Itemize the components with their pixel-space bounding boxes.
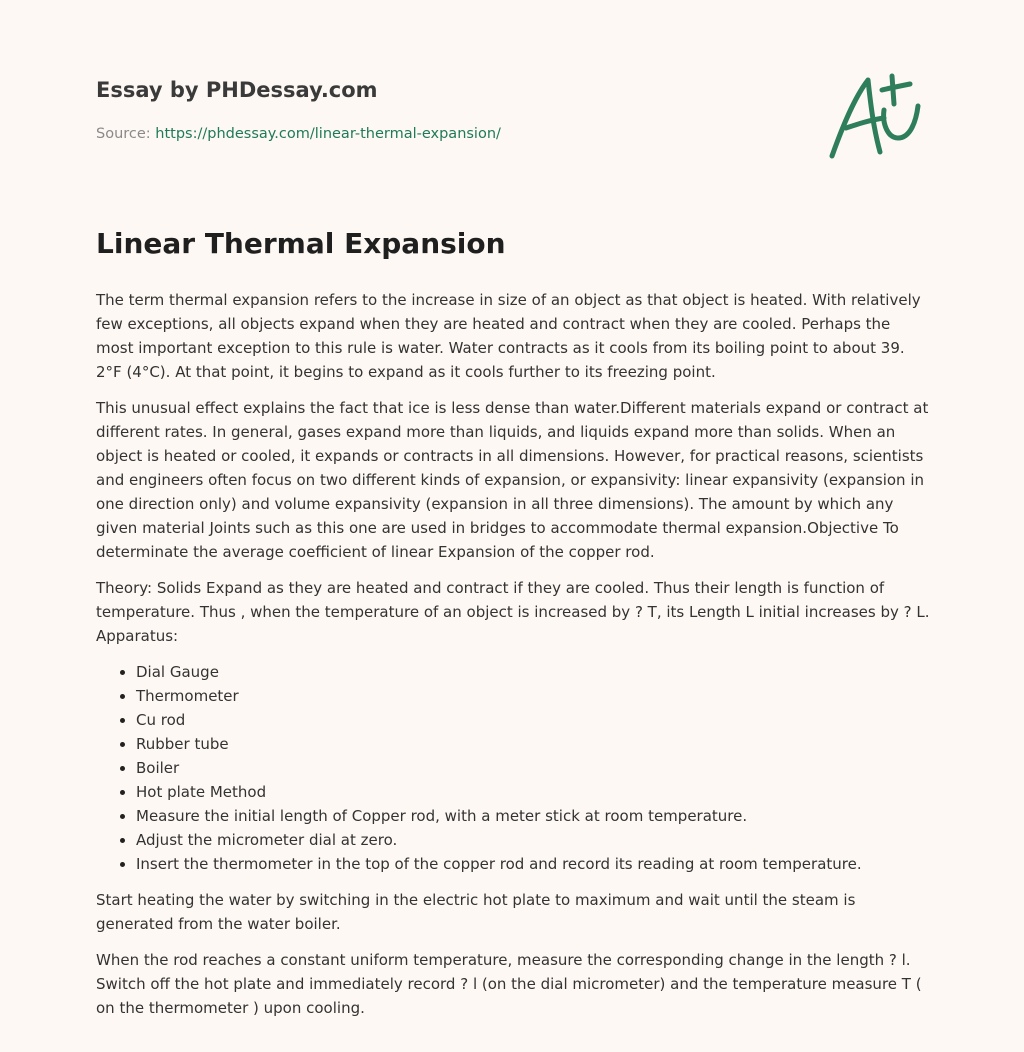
list-item: • Cu rod [136, 708, 932, 732]
paragraph-3: Theory: Solids Expand as they are heated and contract if they are cooled. Thus their length is function of temperature. Thus , when the temperature of an object is increased by ? T, its Length L initial increases by ? L. Apparatus: [96, 579, 930, 645]
list-item: • Adjust the micrometer dial at zero. [136, 828, 932, 852]
paragraph-5: When the rod reaches a constant uniform temperature, measure the corresponding change in the length ? l. Switch off the hot plate and immediately record ? l (on the dial micrometer) and the temperature measure T ( on the thermometer ) upon cooling. [96, 951, 922, 1017]
source-line [96, 124, 501, 144]
source-label: Source: [96, 126, 156, 142]
page-header [96, 74, 928, 174]
paragraph-2: This unusual effect explains the fact that ice is less dense than water.Different materials expand or contract at different rates. In general, gases expand more than liquids, and liquids expand more than solids. When an object is heated or cooled, it expands or contracts in all dimensions. However, for practical reasons, scientists and engineers often focus on two different kinds of expansion, or expansivity: linear expansivity (expansion in one direction only) and volume expansivity (expansion in all three dimensions). The amount by which any given material Joints such as this one are used in bridges to accommodate thermal expansion.Objective To determinate the average coefficient of linear Expansion of the copper rod. [96, 399, 929, 561]
a-plus-logo-icon [824, 68, 928, 164]
article-title: Linear Thermal Expansion [96, 227, 506, 260]
apparatus-list [96, 660, 932, 876]
article [96, 224, 932, 1032]
paragraph-4: Start heating the water by switching in the electric hot plate to maximum and wait until the steam is generated from the water boiler. [96, 891, 856, 933]
paragraph-1: The term thermal expansion refers to the increase in size of an object as that object is heated. With relatively few exceptions, all objects expand when they are heated and contract when they are cooled. Perhaps the most important exception to this rule is water. Water contracts as it cools from its boiling point to about 39. 2°F (4°C). At that point, it begins to expand as it cools further to its freezing point. [96, 291, 921, 381]
list-item: • Thermometer [136, 684, 932, 708]
brand-title: Essay by PHDessay.com [96, 78, 378, 102]
source-link[interactable]: https://phdessay.com/linear-thermal-expansion/ [155, 126, 501, 142]
list-item: • Dial Gauge [136, 660, 932, 684]
list-item: • Insert the thermometer in the top of the copper rod and record its reading at room temperature. [136, 852, 932, 876]
list-item: • Measure the initial length of Copper rod, with a meter stick at room temperature. [136, 804, 932, 828]
list-item: • Hot plate Method [136, 780, 932, 804]
list-item: • Boiler [136, 756, 932, 780]
list-item: • Rubber tube [136, 732, 932, 756]
